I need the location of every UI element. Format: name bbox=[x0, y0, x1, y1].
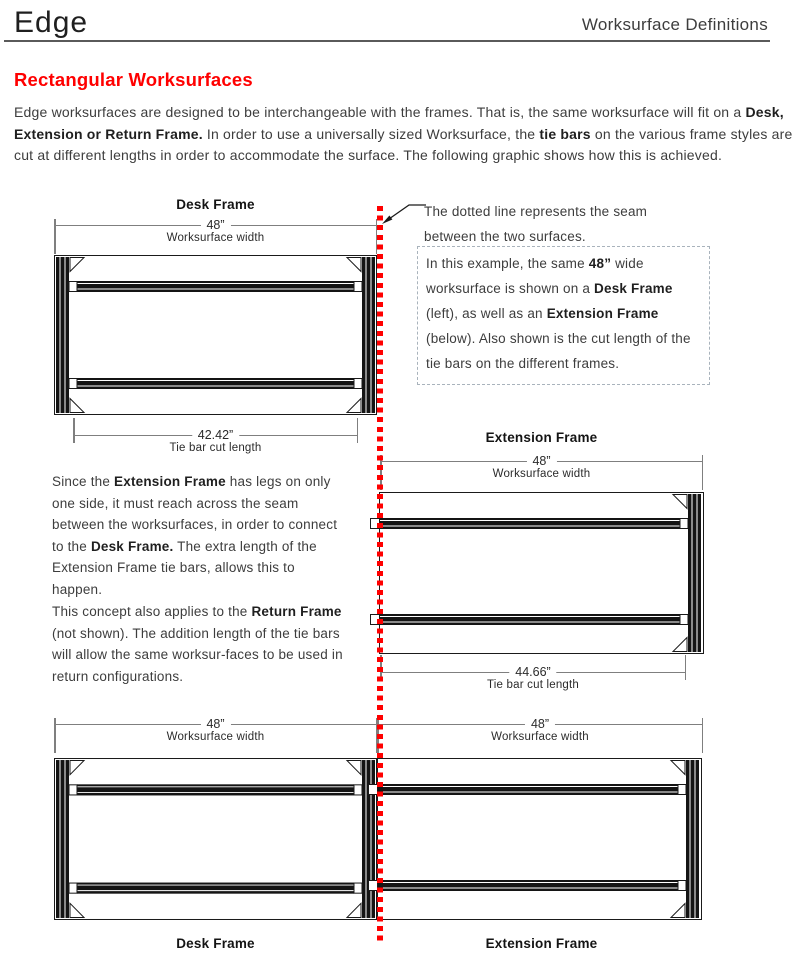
dimension-label: Worksurface width bbox=[492, 468, 591, 480]
doc-title: Worksurface Definitions bbox=[581, 15, 768, 34]
desk-top-width-dimension bbox=[54, 218, 377, 244]
bottom-ext-width-dimension bbox=[377, 717, 703, 743]
extension-frame-bottom-label: Extension Frame bbox=[485, 936, 598, 951]
example-text: wide worksurface is shown on a bbox=[426, 256, 644, 296]
dimension-value: 44.66” bbox=[509, 664, 556, 681]
dimension-tick bbox=[357, 418, 359, 443]
p2-text: (not shown). The addition length of the tie bars will allow the same worksur-faces to be used in return configurations. bbox=[52, 625, 343, 684]
p2-text: This concept also applies to the bbox=[52, 604, 252, 619]
seam-note: The dotted line represents the seam between the two surfaces. bbox=[424, 204, 648, 244]
desk-frame-top-title: Desk Frame bbox=[176, 197, 255, 212]
dimension-value: 42.42” bbox=[192, 427, 239, 444]
dimension-value: 48” bbox=[526, 453, 556, 470]
p1-text: Since the bbox=[52, 474, 115, 489]
p1-text: has legs on only one side, it must reach across the seam between the worksurfaces, in order to connect to the bbox=[52, 474, 338, 554]
p1-bold-desk-frame: Desk Frame. bbox=[90, 538, 174, 554]
intro-text: Edge worksurfaces are designed to be interchangeable with the frames. That is, the same worksurface will fit on a bbox=[14, 104, 746, 120]
desk-frame-bottom-drawing bbox=[54, 758, 377, 920]
ext-mid-width-dimension bbox=[380, 454, 703, 480]
p2-bold-return-frame: Return Frame bbox=[251, 604, 342, 619]
dimension-tick bbox=[685, 655, 687, 680]
seam-line bbox=[377, 206, 383, 942]
example-bold-extension-frame: Extension Frame bbox=[546, 306, 659, 321]
desk-frame-bottom-label: Desk Frame bbox=[176, 936, 255, 951]
dimension-value: 48” bbox=[200, 217, 230, 234]
dimension-label: Worksurface width bbox=[166, 731, 265, 743]
section-heading: Rectangular Worksurfaces bbox=[14, 69, 253, 90]
intro-paragraph bbox=[14, 102, 798, 167]
dimension-value: 48” bbox=[200, 716, 230, 733]
ext-mid-tiebar-dimension bbox=[380, 665, 686, 691]
example-bold-desk-frame: Desk Frame bbox=[594, 281, 673, 296]
header-rule bbox=[4, 40, 770, 42]
example-text: (below). Also shown is the cut length of the tie bars on the different frames. bbox=[426, 331, 691, 371]
dimension-label: Worksurface width bbox=[166, 232, 265, 244]
example-note-box bbox=[417, 246, 710, 385]
extension-frame-mid-drawing bbox=[370, 492, 704, 654]
brand-title: Edge bbox=[14, 6, 89, 39]
body-col-paragraph-1 bbox=[52, 471, 346, 601]
extension-frame-mid-title: Extension Frame bbox=[485, 430, 598, 445]
desk-top-tiebar-dimension bbox=[73, 428, 358, 454]
dimension-label: Worksurface width bbox=[491, 731, 589, 743]
bottom-desk-width-dimension bbox=[54, 717, 377, 743]
desk-frame-top-drawing bbox=[54, 255, 377, 415]
intro-text: on the various frame styles are cut at different lengths in order to accommodate the surface. The following graphic shows how this is achieved. bbox=[14, 125, 793, 164]
intro-text: In order to use a universally sized Worksurface, the bbox=[202, 125, 540, 142]
p1-text: The extra length of the Extension Frame tie bars, allows this to happen. bbox=[52, 538, 317, 597]
intro-bold-tiebars: tie bars bbox=[539, 125, 591, 142]
leader-arrow-icon bbox=[381, 198, 427, 228]
dimension-label: Tie bar cut length bbox=[169, 442, 262, 454]
dimension-label: Tie bar cut length bbox=[486, 679, 580, 691]
example-text: (left), as well as an bbox=[426, 306, 547, 321]
example-bold-48: 48” bbox=[588, 256, 612, 271]
body-col-paragraph-2 bbox=[52, 601, 346, 687]
extension-frame-bottom-drawing bbox=[368, 758, 702, 920]
dimension-value: 48” bbox=[525, 716, 555, 733]
example-text: In this example, the same bbox=[426, 256, 589, 271]
dimension-tick bbox=[73, 418, 75, 443]
p1-bold-extension-frame: Extension Frame bbox=[114, 474, 226, 489]
intro-bold-frames: Desk, Extension or Return Frame. bbox=[14, 104, 784, 142]
